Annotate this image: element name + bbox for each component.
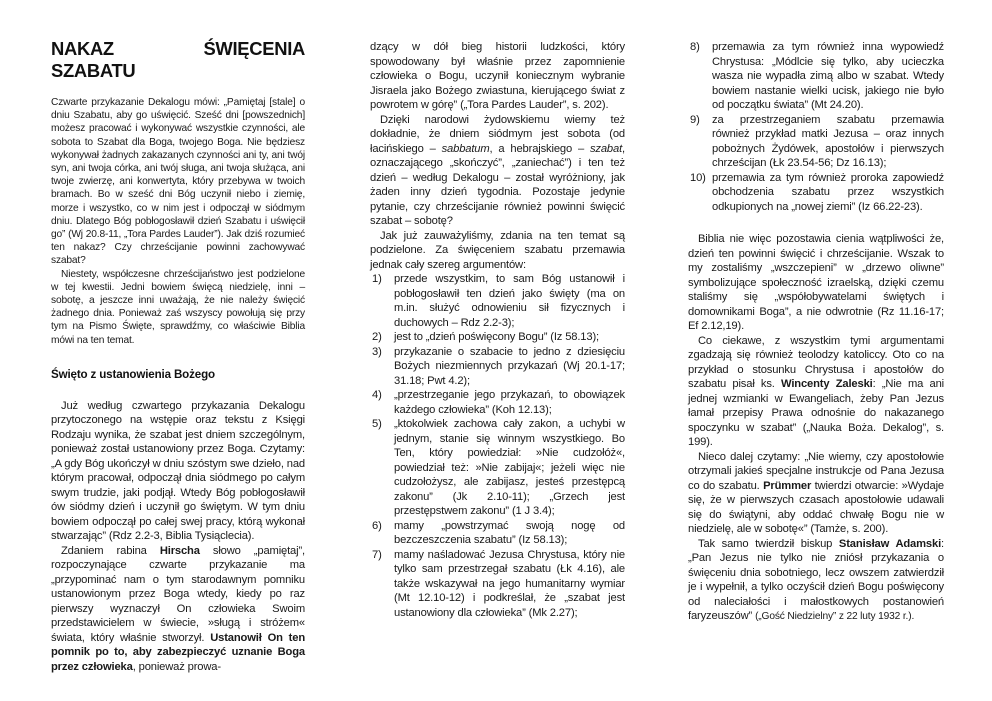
list-item: [370, 330, 625, 345]
list-item-text: jest to „dzień poświęcony Bogu” (Iz 58.13);: [394, 331, 599, 343]
list-item-number: 1): [372, 273, 382, 285]
body-paragraph-7: Co ciekawe, z wszystkim tymi argumentami zgadzają się również teolodzy katoliccy. Oto co na przykład o stosunku Chrystusa i apostołów do szabatu pisał ks. Wincenty Zaleski: „Nie ma ani jednej wzmianki w Ewangeliach, żeby Pan Jezus łamał przepisy Prawa odnośnie do nakazanego spoczynku w szabat” („Nauka Boża. Dekalog”, s. 199).: [688, 334, 944, 448]
list-item-number: 2): [372, 331, 382, 343]
emphasis-text: Ustanowił On ten pomnik po to, aby zabezpieczyć uznanie Boga przez człowieka: [51, 631, 306, 673]
list-item: [688, 171, 944, 215]
list-item: [688, 113, 944, 171]
column-right: [688, 40, 944, 624]
list-item-number: 5): [372, 418, 382, 430]
body-paragraph-1: Już według czwartego przykazania Dekalogu przytoczonego na wstępie oraz tekstu z Księgi Rodzaju wynika, że szabat jest dniem szczególnym, ponieważ został ustanowiony przez Boga. Czytamy: „A gdy Bóg ukończył w dniu szóstym swe dzieło, nad którym pracował, odpoczął dnia siódmego po całym swym trudzie, jaki podjął. Wtedy Bóg pobłogosławił ów siódmy dzień i uczynił go świętym. W tym dniu bowiem odpoczął po całej swej pracy, którą wykonał stwarzając” (Rdz 2.2-3, Biblia Tysiąclecia).: [51, 399, 305, 543]
list-item-number: 10): [690, 171, 706, 184]
list-item: [370, 519, 625, 548]
list-item: [370, 272, 625, 330]
list-item-text: mamy naśladować Jezusa Chrystusa, który nie tylko sam przestrzegał szabatu (Łk 4.16), ale także wskazywał na jego humanitarny wymiar (Mt 12.10-12) i podkreślał, że „szabat jest ustanowiony dla człowieka” (Mk 2.27);: [394, 548, 625, 619]
source-citation: („Gość Niedzielny” z 22 luty 1932 r.).: [755, 611, 915, 622]
column-middle: [370, 40, 625, 620]
body-paragraph-3: dzący w dół bieg historii ludzkości, który spowodowany był właśnie przez zapomnienie człowieka o Bogu, uczynił koniecznym wybranie Jisraela jako Bożego zwiastuna, kierującego świat z powrotem w górę” („Tora Pardes Lauder”, s. 202).: [370, 41, 625, 111]
body-paragraph-2: Zdaniem rabina Hirscha słowo „pamiętaj”, rozpoczynające czwarte przykazanie ma „przypominać nam o tym starodawnym pomniku ustanowionym przez Boga wtedy, kiedy po raz pierwszy wyznaczył On człowieka Swoim przedstawicielem w świecie, »sługą i stróżem« świata, który właśnie stworzył. Ustanowił On ten pomnik po to, aby zabezpieczyć uznanie Boga przez człowieka, ponieważ prowa-: [51, 544, 306, 673]
name-prummer: Prümmer: [763, 479, 812, 492]
name-adamski: Stanisław Adamski: [838, 537, 942, 550]
list-item: [370, 388, 625, 417]
section-heading: Święto z ustanowienia Bożego: [51, 367, 215, 381]
argument-list-1: [370, 272, 625, 620]
list-item-text: przemawia za tym również inna wypowiedź Chrystusa: „Módlcie się tylko, aby ucieczka wasza nie wypadła zimą albo w szabat. Wtedy bowiem nastanie wielki ucisk, jakiego nie było od początku świata” (Mt 24.20).: [712, 41, 944, 111]
list-item-text: przemawia za tym również proroka zapowiedź obchodzenia szabatu przez wszystkich odkupionych na „nowej ziemi” (Iz 66.22-23).: [712, 171, 944, 213]
list-item: [688, 40, 944, 113]
list-item-number: 7): [372, 548, 382, 561]
list-item: [370, 548, 625, 621]
list-item-number: 3): [372, 345, 382, 358]
body-paragraph-5: Jak już zauważyliśmy, zdania na ten temat są podzielone. Za święceniem szabatu przemawia jednak cały szereg argumentów:: [370, 229, 625, 271]
argument-list-2: [688, 40, 944, 214]
list-item-text: mamy „powstrzymać swoją nogę od bezczeszczenia szabatu” (Iz 58.13);: [394, 519, 625, 546]
intro-paragraph-1: Czwarte przykazanie Dekalogu mówi: „Pamiętaj [stale] o dniu Szabatu, aby go uświęcić. Sześć dni [powszednich] możesz pracować i wykonywać wszystkie czynności, ale sobota to Szabat dla Boga, twojego Boga. Nie będziesz wykonywał żadnych zakazanych czynności ani ty, ani twój syn, ani twoja córka, ani twój sługa, ani twoja służąca, ani twoje zwierzę, ani konwertyta, który przebywa w twoich bramach. Bo w sześć dni Bóg uczynił niebo i ziemię, morze i wszystko, co w nim jest i odpoczął w siódmym dniu. Dlatego Bóg pobłogosławił dzień Szabatu i uświęcił go” (Wj 20.8-11, „Tora Pardes Lauder”). Jak dziś rozumieć ten nakaz? Czy chrześcijanie powinni zachowywać szabat?: [51, 97, 305, 267]
body-paragraph-8: Nieco dalej czytamy: „Nie wiemy, czy apostołowie otrzymali jakieś specjalne instrukcje od Pana Jezusa co do szabatu. Prümmer twierdzi otwarcie: »Wydaje się, że w pierwszych czasach apostołowie udawali się do świątyni, aby oddać chwałę Bogu nie w niedzielę, ale w sobotę«” (Tamże, s. 200).: [688, 450, 944, 535]
body-paragraph-4: Dzięki narodowi żydowskiemu wiemy też dokładnie, że dniem siódmym jest sobota (od łacińskiego – sabbatum, a hebrajskiego – szabat, oznaczającego „skończyć”, „zaniechać”) i ten też dzień – według Dekalogu – został wyróżniony, jak żaden inny dzień tygodnia. Pozostaje jedynie pytanie, czy chrześcijanie również powinni święcić szabat – sobotę?: [370, 113, 625, 227]
list-item-text: za przestrzeganiem szabatu przemawia również przykład matki Jezusa – oraz innych pobożnych Żydówek, apostołów i pierwszych chrześcijan (Łk 23.54-56; Dz 16.13);: [712, 113, 944, 169]
list-item: [370, 345, 625, 389]
list-item-number: 6): [372, 519, 382, 532]
name-zaleski: Wincenty Zaleski: [781, 378, 873, 390]
list-item-number: 9): [690, 113, 700, 126]
name-hirsch: Hirscha: [159, 544, 200, 557]
list-item: [370, 417, 625, 519]
list-item-text: „przestrzeganie jego przykazań, to obowiązek każdego człowieka” (Koh 12.13);: [394, 389, 625, 416]
intro-paragraph-2: Niestety, współczesne chrześcijaństwo jest podzielone w tej kwestii. Jedni bowiem święcą niedzielę, inni – sobotę, a jeszcze inni uważają, że nie należy święcić żadnego dnia. Ponieważ zaś wszyscy powołują się przy tym na Pismo Święte, sprawdźmy, co właściwie Biblia mówi na ten temat.: [51, 268, 305, 346]
list-item-text: przykazanie o szabacie to jedno z dziesięciu Bożych niezmiennych przykazań (Wj 20.1-17; 31.18; Pwt 4.2);: [394, 345, 625, 387]
column-left: [51, 38, 305, 674]
list-item-text: „ktokolwiek zachowa cały zakon, a uchybi w jednym, stanie się winnym wszystkiego. Bo Ten, który powiedział: »Nie cudzołóż«, powiedział też: »Nie zabijaj«; jeżeli więc nie cudzołożysz, ale zabijasz, jesteś przestępcą zakonu” (Jk 2.10-11); „Grzech jest przestępstwem zakonu” (1 J 3.4);: [394, 418, 625, 517]
body-paragraph-9: Tak samo twierdził biskup Stanisław Adamski: „Pan Jezus nie tylko nie zniósł przykazania o święceniu dnia sobotniego, lecz owszem zatwierdził je i wypełnił, a tylko oczyścił dzień Bogu poświęcony od naleciałości i małostkowych postanowień faryzeuszów” („Gość Niedzielny” z 22 luty 1932 r.).: [688, 537, 944, 622]
body-paragraph-6: Biblia nie więc pozostawia cienia wątpliwości że, dzień ten powinni święcić i chrześcijanie. Wszak to my zostaliśmy „wszczepieni” w „drzewo oliwne” symbolizujące społeczność izraelską, dzięki czemu staliśmy się „współobywatelami świętych i domownikami Boga”, a nie odwrotnie (Rz 11.16-17; Ef 2.12,19).: [688, 233, 944, 332]
list-item-number: 8): [690, 41, 700, 53]
list-item-text: przede wszystkim, to sam Bóg ustanowił i pobłogosławił ten dzień jako święty (ma on m.in. służyć odnowieniu sił fizycznych i duchowych – Rdz 2.2-3);: [394, 273, 625, 329]
page-title: NAKAZ ŚWIĘCENIA SZABATU: [51, 38, 305, 81]
list-item-number: 4): [372, 389, 382, 401]
